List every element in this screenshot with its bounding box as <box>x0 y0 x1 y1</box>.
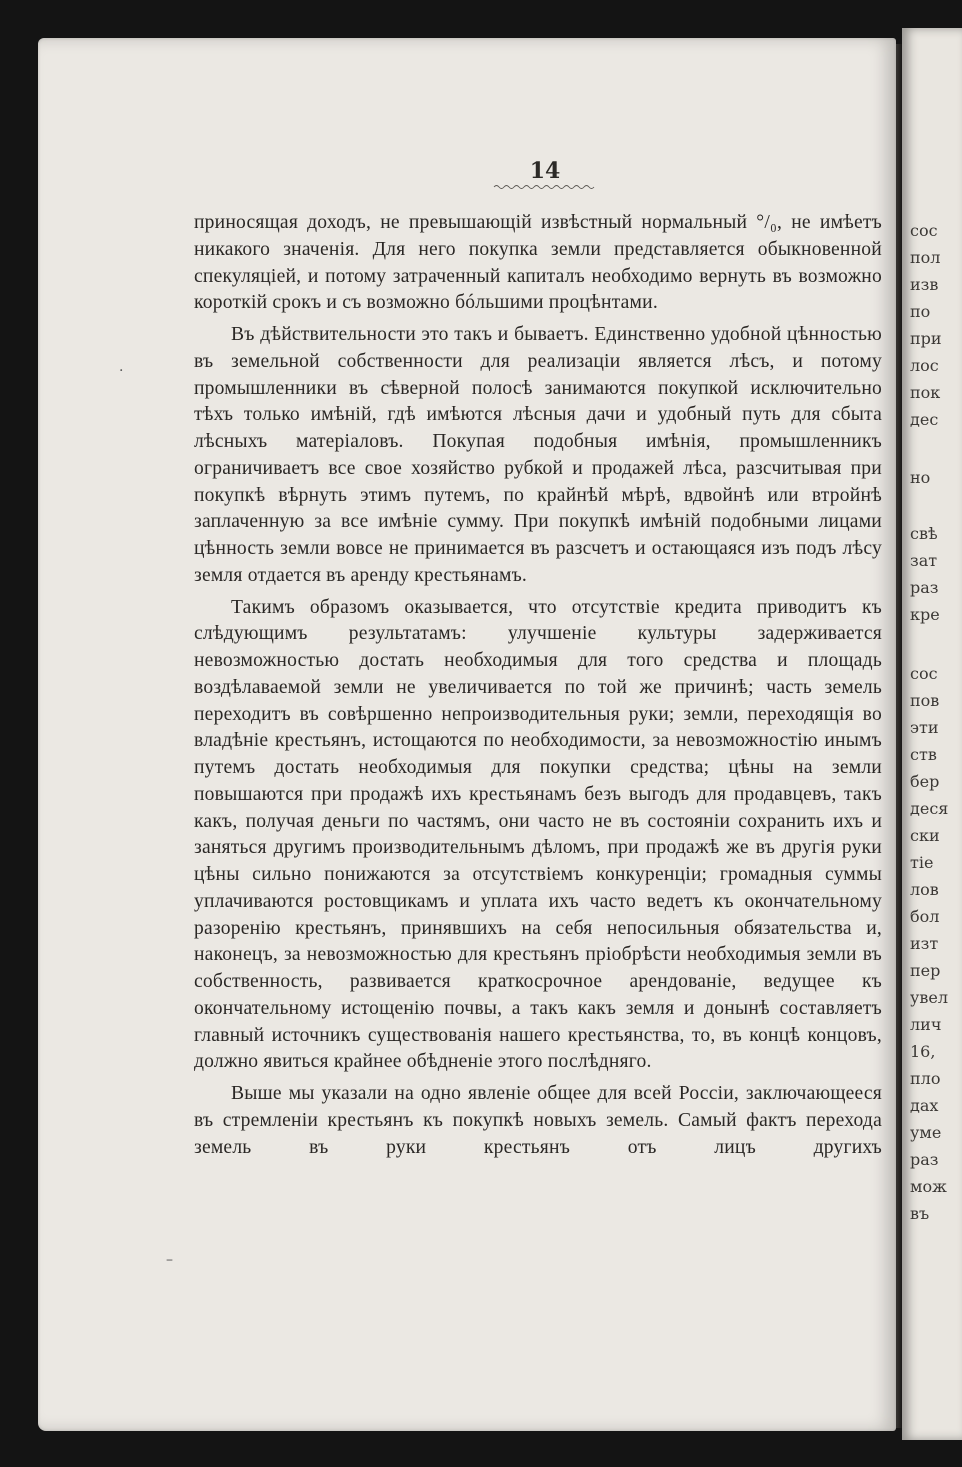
margin-speck: · <box>119 363 124 379</box>
margin-dash-mark: – <box>166 1252 173 1268</box>
adjacent-page-fragment: изв <box>910 275 939 294</box>
adjacent-page-fragment: лос <box>910 356 939 375</box>
paragraph: Такимъ образомъ оказывается, что отсутствіе кредита приводитъ къ слѣдующимъ результатамъ: улучшеніе культуры задерживается невозможностью достать необходимыя для того средства и площадь воздѣлаваемой земли не увеличивается по той же причинѣ; часть земель переходитъ въ совѣршенно непроизводительныя руки; земли, переходящія во владѣніе крестьянъ, истощаются по необходимости, за невозможностію инымъ путемъ достать необходимыя для покупки средства; цѣны на земли повышаются при продажѣ ихъ крестьянамъ безъ выгодъ для продавцевъ, такъ какъ, получая деньги по частямъ, они часто не въ состояніи сохранить ихъ и заняться другимъ производительнымъ дѣломъ, при продажѣ же въ другія руки цѣны сильно понижаются за отсутствіемъ конкуренціи; громадныя суммы уплачиваются ростовщикамъ и уплата ихъ часто ведетъ къ окончательному разоренію крестьянъ, принявшихъ на себя непосильныя обязательства и, наконецъ, за невозможностью для крестьянъ пріобрѣсти необходимыя земли въ собственность, развивается краткосрочное арендованіе, ведущее къ окончательному истощенію почвы, а такъ какъ земля и донынѣ составляетъ главный источникъ существованія нашего крестьянства, то, въ концѣ концовъ, должно явиться крайнее обѣдненіе этого послѣдняго. <box>194 596 882 1073</box>
adjacent-page-fragment: мож <box>910 1177 947 1196</box>
adjacent-page-fragment: эти <box>910 718 939 737</box>
adjacent-page-fragment: увел <box>910 988 949 1007</box>
adjacent-page-fragment: уме <box>910 1123 942 1142</box>
adjacent-page-fragment: но <box>910 468 931 487</box>
adjacent-page-fragment: изт <box>910 934 939 953</box>
page-number: 14 <box>529 158 561 184</box>
adjacent-page-fragment: при <box>910 329 942 348</box>
adjacent-page-fragment: пол <box>910 248 941 267</box>
adjacent-page-fragment: сос <box>910 664 938 683</box>
adjacent-page-fragment: пло <box>910 1069 941 1088</box>
adjacent-page-fragment: дес <box>910 410 939 429</box>
adjacent-page-fragment: зат <box>910 551 938 570</box>
adjacent-page-fragment: по <box>910 302 931 321</box>
paragraph: Въ дѣйствительности это такъ и бываетъ. Единственно удобной цѣнностью въ земельной собственности для реализаціи является лѣсъ, и потому промышленники въ сѣверной полосѣ занимаются покупкой исключительно тѣхъ только имѣній, гдѣ имѣются лѣсныя дачи и удобный путь для сбыта лѣсныхъ матеріаловъ. Покупая подобныя имѣнія, промышленникъ ограничиваетъ все свое хозяйство рубкой и продажей лѣса, разсчитывая при покупкѣ вѣрнуть этимъ путемъ, по крайнѣй мѣрѣ, вдвойнѣ или втройнѣ заплаченную за все имѣніе сумму. При покупкѣ имѣній подобными лицами цѣнность земли вовсе не принимается въ разсчетъ и остающаяся изъ подъ лѣсу земля отдается въ аренду крестьянамъ. <box>194 324 882 586</box>
adjacent-page-fragment: кре <box>910 605 940 624</box>
paragraph: приносящая доходъ, не превышающій извѣстный нормальный °/₀, не имѣетъ никакого значенія. Для него покупка земли представляется обыкновенной спекуляціей, и потому затраченный капиталъ необходимо вернуть въ возможно короткій срокъ и съ возможно бóльшими процѣнтами. <box>194 212 882 314</box>
adjacent-page-fragment: свѣ <box>910 524 938 543</box>
adjacent-page-fragment: пок <box>910 383 941 402</box>
adjacent-page-fragment: деся <box>910 799 949 818</box>
adjacent-page-fragment: бер <box>910 772 940 791</box>
wavy-rule-ornament <box>494 184 594 190</box>
adjacent-page-fragment: ски <box>910 826 940 845</box>
adjacent-page-fragment: ств <box>910 745 937 764</box>
adjacent-page-edge <box>902 28 962 1440</box>
adjacent-page-fragment: пер <box>910 961 941 980</box>
adjacent-page-fragment: дах <box>910 1096 939 1115</box>
adjacent-page-fragment: тіе <box>910 853 934 872</box>
body-text <box>194 210 882 1166</box>
adjacent-page-fragment: лич <box>910 1015 942 1034</box>
adjacent-page-fragment: раз <box>910 578 939 597</box>
adjacent-page-fragment: бол <box>910 907 940 926</box>
adjacent-page-fragment: сос <box>910 221 938 240</box>
adjacent-page-fragment: пов <box>910 691 940 710</box>
adjacent-page-fragment: лов <box>910 880 939 899</box>
adjacent-page-fragment: въ <box>910 1204 930 1223</box>
adjacent-page-fragment: 16, <box>910 1042 936 1061</box>
paragraph: Выше мы указали на одно явленіе общее для всей Россіи, заключающееся въ стремленіи крестьянъ къ покупкѣ новыхъ земель. Самый фактъ перехода земель въ руки крестьянъ отъ лицъ другихъ <box>194 1083 882 1158</box>
adjacent-page-fragment: раз <box>910 1150 939 1169</box>
